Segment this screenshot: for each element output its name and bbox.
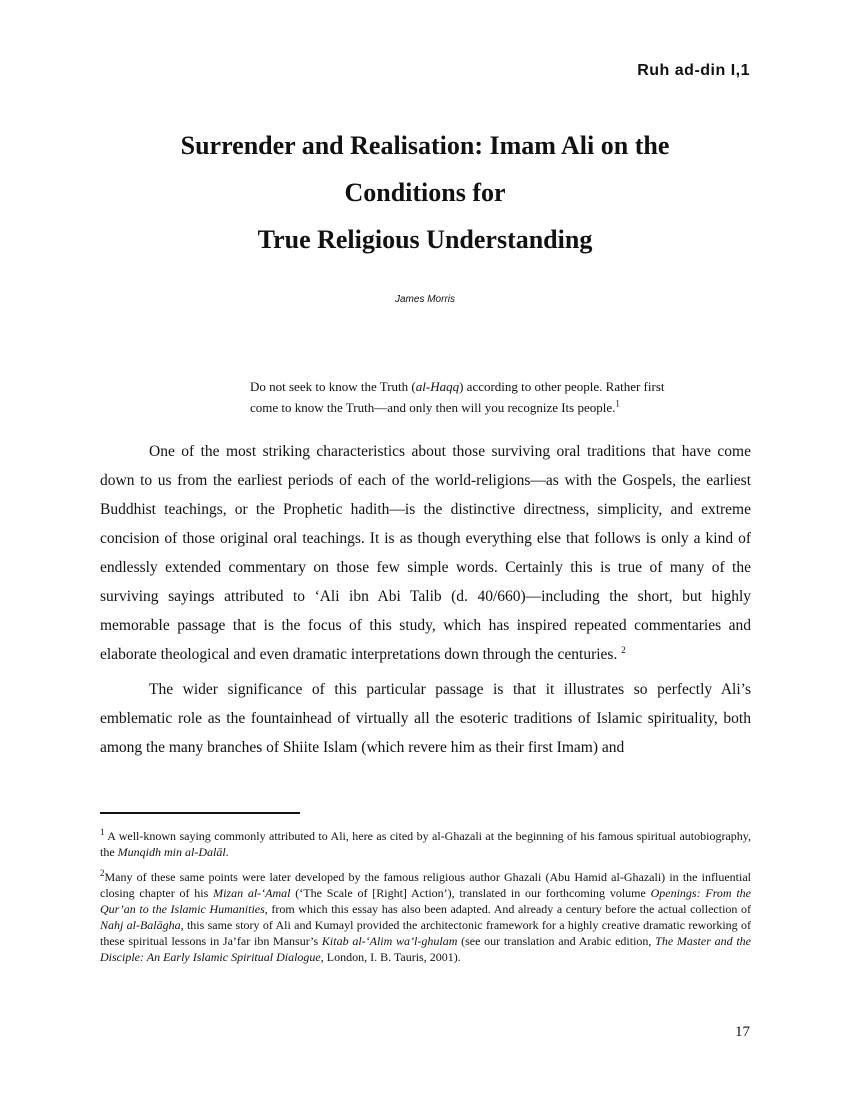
page-number: 17: [735, 1024, 750, 1040]
footnote-text: , this same story of Ali and Kumayl provided the architectonic framework for a highly creative dramatic reworking of these spiritual lessons in Ja’far ibn Mansur’s: [100, 918, 751, 948]
epigraph-text: Do not seek to know the Truth (: [250, 379, 416, 394]
paragraph: [100, 437, 751, 669]
footnote-ref-1[interactable]: 1: [615, 398, 620, 409]
title-line: Conditions for: [344, 178, 506, 207]
footnotes: [100, 828, 751, 974]
author-name: James Morris: [394, 294, 455, 305]
epigraph-line: [250, 397, 730, 418]
paragraph-text: One of the most striking characteristics about those surviving oral traditions that have come down to us from the earliest periods of each of the world-religions—as with the Gospels, the earliest Buddhist teachings, or the Prophetic hadith—is the distinctive directness, simplicity, and extreme concision of those original oral teachings. It is as though everything else that follows is only a kind of endlessly extended commentary on those few simple words. Certainly this is true of many of the surviving sayings attributed to ‘Ali ibn Abi Talib (d. 40/660)—including the short, but highly memorable passage that is the focus of this study, which has inspired repeated commentaries and elaborate theological and even dramatic interpretations down through the centuries.: [100, 443, 751, 663]
footnote-text: (see our translation and Arabic edition,: [457, 934, 656, 948]
footnote-text: .: [225, 845, 229, 859]
footnote-title: Mizan al-‘Amal: [213, 886, 291, 900]
epigraph-text: ) according to other people. Rather first: [459, 379, 665, 394]
footnote-title: Munqidh min al-Dalāl: [117, 845, 226, 859]
footnote-text: (‘The Scale of [Right] Action’), translated in our forthcoming volume: [290, 886, 651, 900]
footnote-text: Many of these same points were later developed by the famous religious author Ghazali (Abu Hamid al-Ghazali) in the influential closing chapter of his: [100, 870, 751, 900]
footnote-ref-2[interactable]: 2: [621, 644, 626, 655]
footnote-text: A well-known saying commonly attributed to Ali, here as cited by al-Ghazali at the beginning of his famous spiritual autobiography, the: [100, 829, 751, 859]
footnote-text: , from which this essay has also been adapted. And already a century before the actual collection of: [264, 902, 751, 916]
footnote-divider: [100, 812, 300, 814]
footnote-title: Kitab al-‘Alim wa’l-ghulam: [321, 934, 458, 948]
footnote-2: [100, 869, 751, 965]
epigraph-term: al-Haqq: [415, 379, 460, 394]
body-text: [100, 437, 751, 768]
title-line: True Religious Understanding: [257, 225, 593, 254]
epigraph-line: [250, 376, 730, 397]
footnote-1: [100, 828, 751, 860]
epigraph-text: come to know the Truth—and only then will you recognize Its people.: [250, 400, 616, 415]
footnote-title: Openings: From the Qur’an to the Islamic Humanities: [100, 886, 752, 916]
title-line: Surrender and Realisation: Imam Ali on the: [180, 131, 670, 160]
footnote-title: Nahj al-Balāgha: [100, 918, 181, 932]
article-title: [100, 122, 750, 263]
footnote-title: The Master and the Disciple: An Early Islamic Spiritual Dialogue: [100, 934, 752, 964]
paragraph: The wider significance of this particular passage is that it illustrates so perfectly Ali’s emblematic role as the fountainhead of virtually all the esoteric traditions of Islamic spirituality, both among the many branches of Shiite Islam (which revere him as their first Imam) and: [100, 681, 751, 756]
footnote-number: 2: [100, 868, 105, 878]
footnote-number: 1: [100, 827, 105, 837]
epigraph: [250, 376, 730, 418]
footnote-text: , London, I. B. Tauris, 2001).: [320, 950, 461, 964]
running-head: Ruh ad-din I,1: [637, 62, 750, 79]
